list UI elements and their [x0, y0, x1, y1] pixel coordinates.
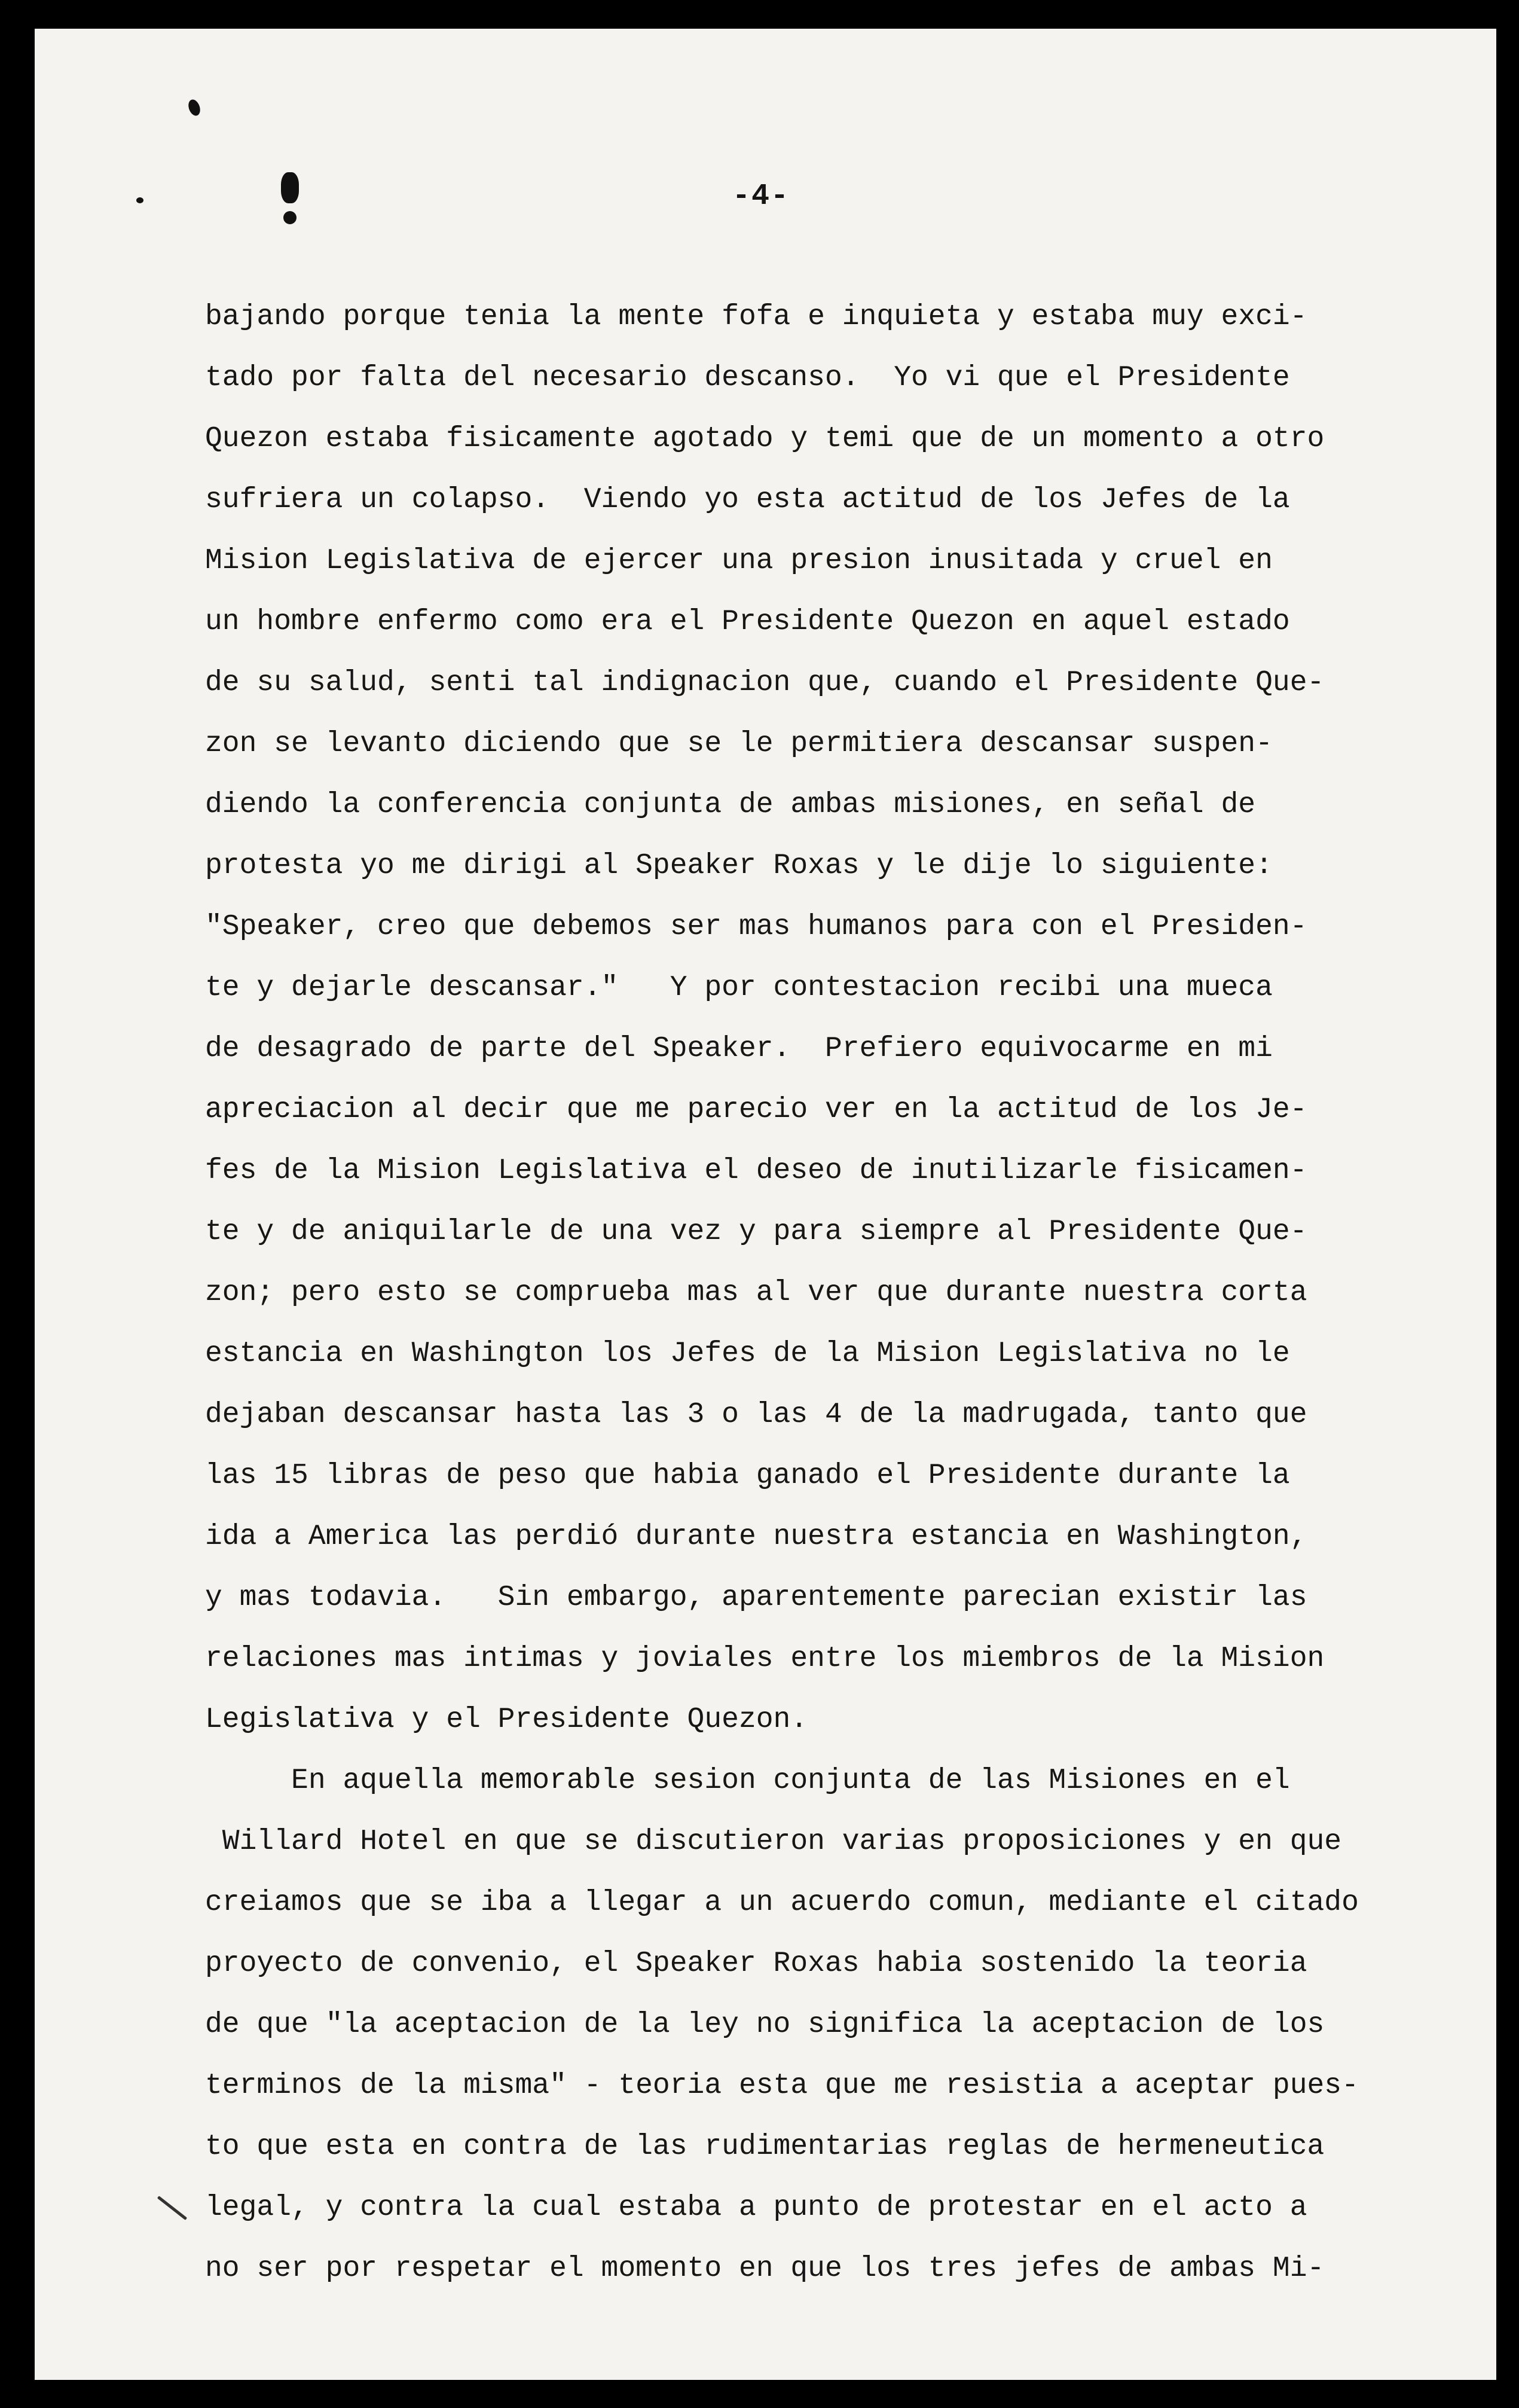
ink-mark: [281, 172, 299, 203]
text-line: fes de la Mision Legislativa el deseo de inutilizarle fisicamen-: [205, 1155, 1307, 1187]
page-number: -4-: [732, 179, 790, 213]
text-line: te y de aniquilarle de una vez y para siempre al Presidente Que-: [205, 1216, 1307, 1248]
text-line: Legislativa y el Presidente Quezon.: [205, 1704, 808, 1736]
text-line: de su salud, senti tal indignacion que, cuando el Presidente Que-: [205, 667, 1325, 699]
text-line: las 15 libras de peso que habia ganado el Presidente durante la: [205, 1460, 1290, 1492]
text-line: zon se levanto diciendo que se le permitiera descansar suspen-: [205, 728, 1273, 760]
text-line: ida a America las perdió durante nuestra estancia en Washington,: [205, 1521, 1307, 1553]
text-line: dejaban descansar hasta las 3 o las 4 de la madrugada, tanto que: [205, 1399, 1307, 1431]
text-line: bajando porque tenia la mente fofa e inquieta y estaba muy exci-: [205, 301, 1307, 333]
text-line: to que esta en contra de las rudimentarias reglas de hermeneutica: [205, 2131, 1325, 2163]
text-line: En aquella memorable sesion conjunta de las Misiones en el: [205, 1765, 1290, 1797]
ink-mark: [187, 98, 202, 117]
text-line: de que "la aceptacion de la ley no significa la aceptacion de los: [205, 2009, 1325, 2041]
text-line: diendo la conferencia conjunta de ambas misiones, en señal de: [205, 789, 1256, 821]
document-body: [205, 299, 1437, 2285]
text-line: terminos de la misma" - teoria esta que me resistia a aceptar pues-: [205, 2070, 1359, 2102]
ink-mark: [136, 197, 143, 203]
text-line: un hombre enfermo como era el Presidente Quezon en aquel estado: [205, 606, 1290, 638]
ink-mark: [157, 2196, 187, 2220]
text-line: protesta yo me dirigi al Speaker Roxas y le dije lo siguiente:: [205, 850, 1273, 882]
text-line: creiamos que se iba a llegar a un acuerdo comun, mediante el citado: [205, 1887, 1359, 1919]
text-line: legal, y contra la cual estaba a punto de protestar en el acto a: [205, 2192, 1307, 2224]
text-line: Mision Legislativa de ejercer una presion inusitada y cruel en: [205, 545, 1273, 577]
text-line: proyecto de convenio, el Speaker Roxas habia sostenido la teoria: [205, 1948, 1307, 1980]
text-line: Quezon estaba fisicamente agotado y temi que de un momento a otro: [205, 423, 1325, 455]
text-line: y mas todavia. Sin embargo, aparentemente parecian existir las: [205, 1582, 1307, 1614]
text-line: sufriera un colapso. Viendo yo esta actitud de los Jefes de la: [205, 484, 1290, 516]
text-line: no ser por respetar el momento en que los tres jefes de ambas Mi-: [205, 2253, 1325, 2285]
text-line: apreciacion al decir que me parecio ver en la actitud de los Je-: [205, 1094, 1307, 1126]
text-line: zon; pero esto se comprueba mas al ver que durante nuestra corta: [205, 1277, 1307, 1309]
text-line: estancia en Washington los Jefes de la Mision Legislativa no le: [205, 1338, 1290, 1370]
text-line: Willard Hotel en que se discutieron varias proposiciones y en que: [205, 1826, 1342, 1858]
text-line: te y dejarle descansar." Y por contestacion recibi una mueca: [205, 972, 1273, 1004]
ink-mark: [283, 211, 297, 224]
text-line: "Speaker, creo que debemos ser mas humanos para con el Presiden-: [205, 911, 1307, 943]
text-line: tado por falta del necesario descanso. Yo vi que el Presidente: [205, 362, 1290, 394]
text-line: de desagrado de parte del Speaker. Prefiero equivocarme en mi: [205, 1033, 1273, 1065]
text-line: relaciones mas intimas y joviales entre los miembros de la Mision: [205, 1643, 1325, 1675]
